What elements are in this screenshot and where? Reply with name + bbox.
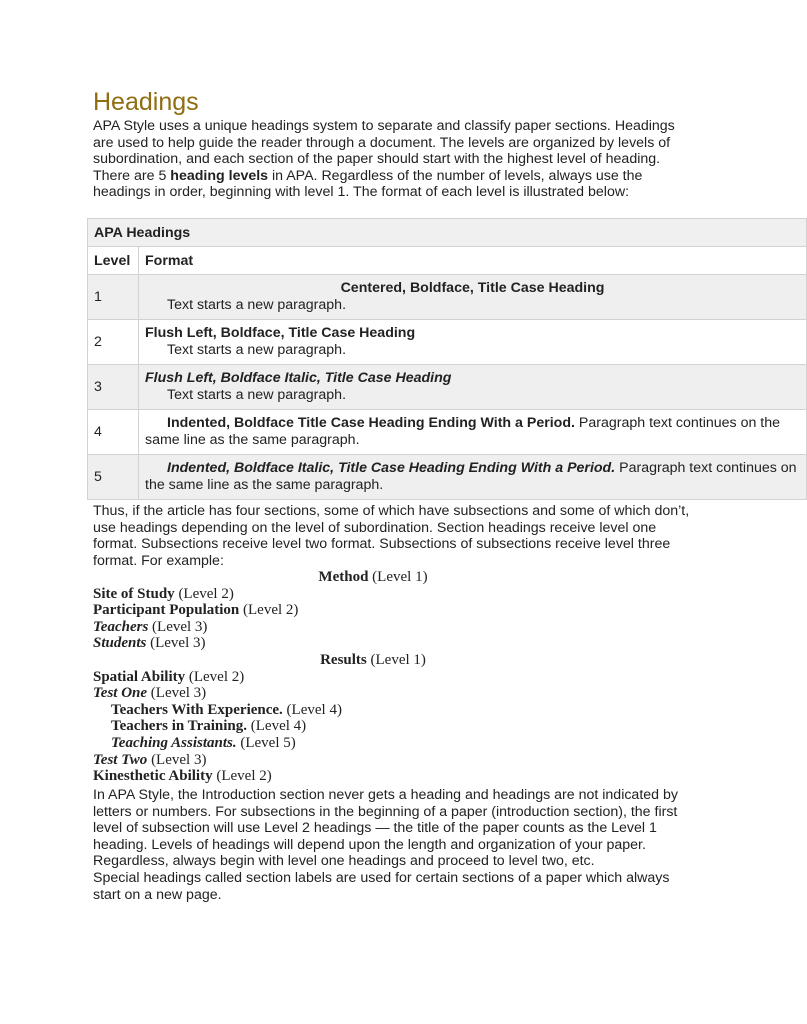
format-run-in-heading: Indented, Boldface Title Case Heading Ending With a Period. Paragraph text continues on the same line as the same paragraph. bbox=[145, 415, 781, 448]
level-cell: 4 bbox=[88, 410, 139, 455]
after-table-paragraph: Thus, if the article has four sections, some of which have subsections and some of which don’t, use headings depending on the level of subordination. Section headings receive level one format. Subsections receive level two format. Subsections of subsections receive level three format. For example: bbox=[93, 503, 690, 569]
heading-examples bbox=[93, 569, 653, 785]
example-heading-level-1: Method (Level 1) bbox=[318, 569, 428, 585]
format-cell bbox=[139, 275, 807, 320]
table-row bbox=[88, 275, 807, 320]
section-labels-paragraph: Special headings called section labels are used for certain sections of a paper which always start on a new page. bbox=[93, 869, 670, 903]
format-paragraph-text: Text starts a new paragraph. bbox=[167, 297, 347, 313]
level-cell: 2 bbox=[88, 320, 139, 365]
format-paragraph-text: Text starts a new paragraph. bbox=[167, 387, 347, 403]
example-heading-level-2: Kinesthetic Ability (Level 2) bbox=[93, 768, 272, 785]
example-heading-level-4: Teachers With Experience. (Level 4) bbox=[111, 701, 342, 718]
format-heading: Flush Left, Boldface Italic, Title Case Heading bbox=[145, 370, 452, 386]
example-heading-level-2: Spatial Ability (Level 2) bbox=[93, 668, 245, 685]
table-row bbox=[88, 365, 807, 410]
example-heading-level-3: Test Two (Level 3) bbox=[93, 751, 207, 768]
page-title: Headings bbox=[93, 88, 199, 116]
introduction-note-paragraph: In APA Style, the Introduction section never gets a heading and headings are not indicated by letters or numbers. For subsections in the beginning of a paper (introduction section), the first level of subsection will use Level 2 headings — the title of the paper counts as the Level 1 heading. Levels of headings will depend upon the length and organization of your paper. Regardless, always begin with level one headings and proceed to level two, etc. bbox=[93, 787, 678, 870]
format-cell bbox=[139, 455, 807, 500]
column-header-format: Format bbox=[139, 247, 807, 275]
format-heading: Centered, Boldface, Title Case Heading bbox=[340, 280, 605, 296]
intro-text-end: in APA. Regardless of the number of levels, always use the headings in order, beginning with level 1. The format of each level is illustrated below: bbox=[93, 167, 643, 201]
format-cell bbox=[139, 365, 807, 410]
apa-headings-table bbox=[87, 218, 807, 500]
format-heading: Flush Left, Boldface, Title Case Heading bbox=[145, 325, 416, 341]
column-header-level: Level bbox=[88, 247, 139, 275]
example-heading-level-3: Teachers (Level 3) bbox=[93, 618, 208, 635]
example-heading-level-4: Teachers in Training. (Level 4) bbox=[111, 718, 307, 735]
intro-text-start: APA Style uses a unique headings system to separate and classify paper sections. Headings are used to help guide the reader through a document. The levels are organized by levels of subordination, and each section of the paper should start with the highest level of heading. There are 5 bbox=[93, 118, 675, 184]
level-cell: 3 bbox=[88, 365, 139, 410]
table-header-row bbox=[88, 247, 807, 275]
table-caption: APA Headings bbox=[88, 219, 807, 247]
example-heading-level-3: Test One (Level 3) bbox=[93, 685, 207, 702]
example-heading-level-2: Participant Population (Level 2) bbox=[93, 602, 299, 619]
example-heading-level-3: Students (Level 3) bbox=[93, 635, 206, 652]
format-run-in-heading: Indented, Boldface Italic, Title Case Heading Ending With a Period. Paragraph text continues on the same line as the same paragraph. bbox=[145, 460, 797, 493]
table-row bbox=[88, 410, 807, 455]
example-heading-level-1: Results (Level 1) bbox=[320, 651, 426, 668]
example-heading-level-5: Teaching Assistants. (Level 5) bbox=[111, 734, 296, 751]
table-caption-row bbox=[88, 219, 807, 247]
format-cell bbox=[139, 410, 807, 455]
example-heading-level-2: Site of Study (Level 2) bbox=[93, 585, 234, 602]
table-row bbox=[88, 320, 807, 365]
intro-bold-term: heading levels bbox=[170, 167, 269, 184]
closing-section bbox=[93, 787, 693, 903]
format-paragraph-text: Text starts a new paragraph. bbox=[167, 342, 347, 358]
level-cell: 1 bbox=[88, 275, 139, 320]
format-cell bbox=[139, 320, 807, 365]
intro-paragraph bbox=[93, 118, 693, 201]
table-row bbox=[88, 455, 807, 500]
level-cell: 5 bbox=[88, 455, 139, 500]
